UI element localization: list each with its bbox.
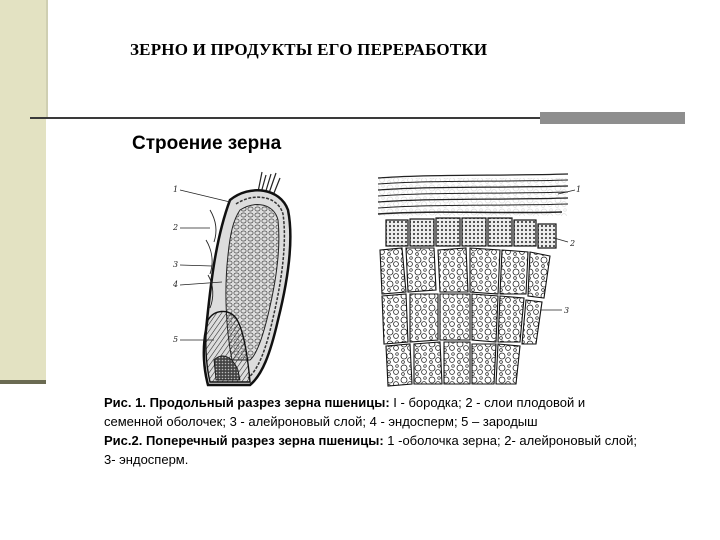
title-divider-line xyxy=(30,117,540,119)
aleurone-layer xyxy=(386,218,556,248)
fig1-label-4: 4 xyxy=(173,280,179,289)
caption-fig1 xyxy=(104,393,644,431)
caption-fig1-text: I - бородка; 2 - слои плодовой и семенной оболочек; 3 - алейроновый слой; 4 - эндосперм; 5 – зародыш xyxy=(104,395,586,429)
slide-subtitle: Строение зерна xyxy=(132,133,282,154)
caption-fig1-title: Рис. 1. Продольный разрез зерна пшеницы: xyxy=(104,395,390,410)
fig2-label-2: 2 xyxy=(570,239,576,248)
fig1-label-5: 5 xyxy=(173,335,179,344)
title-divider-bar xyxy=(540,112,685,124)
figure-longitudinal-section xyxy=(170,170,295,390)
left-decor-band-shadow xyxy=(0,380,46,384)
figure-cross-section xyxy=(372,172,584,390)
fig1-label-2: 2 xyxy=(173,223,179,232)
caption-fig2 xyxy=(104,431,644,469)
grain-longitudinal-illustration xyxy=(170,170,295,390)
fig2-label-1: 1 xyxy=(576,185,582,194)
caption-fig2-title: Рис.2. Поперечный разрез зерна пшеницы: xyxy=(104,433,384,448)
fig1-label-3: 3 xyxy=(173,260,179,269)
fig1-label-1: 1 xyxy=(173,185,179,194)
left-decor-band xyxy=(0,0,46,380)
endosperm-cells xyxy=(380,248,550,386)
figure-caption xyxy=(104,393,644,469)
slide-title: ЗЕРНО И ПРОДУКТЫ ЕГО ПЕРЕРАБОТКИ xyxy=(130,40,488,59)
caption-fig2-text: 1 -оболочка зерна; 2- алейроновый слой; 3- эндосперм. xyxy=(104,433,638,467)
vertical-divider xyxy=(46,0,48,118)
fig2-label-3: 3 xyxy=(564,306,570,315)
grain-cross-section-illustration xyxy=(372,172,584,390)
